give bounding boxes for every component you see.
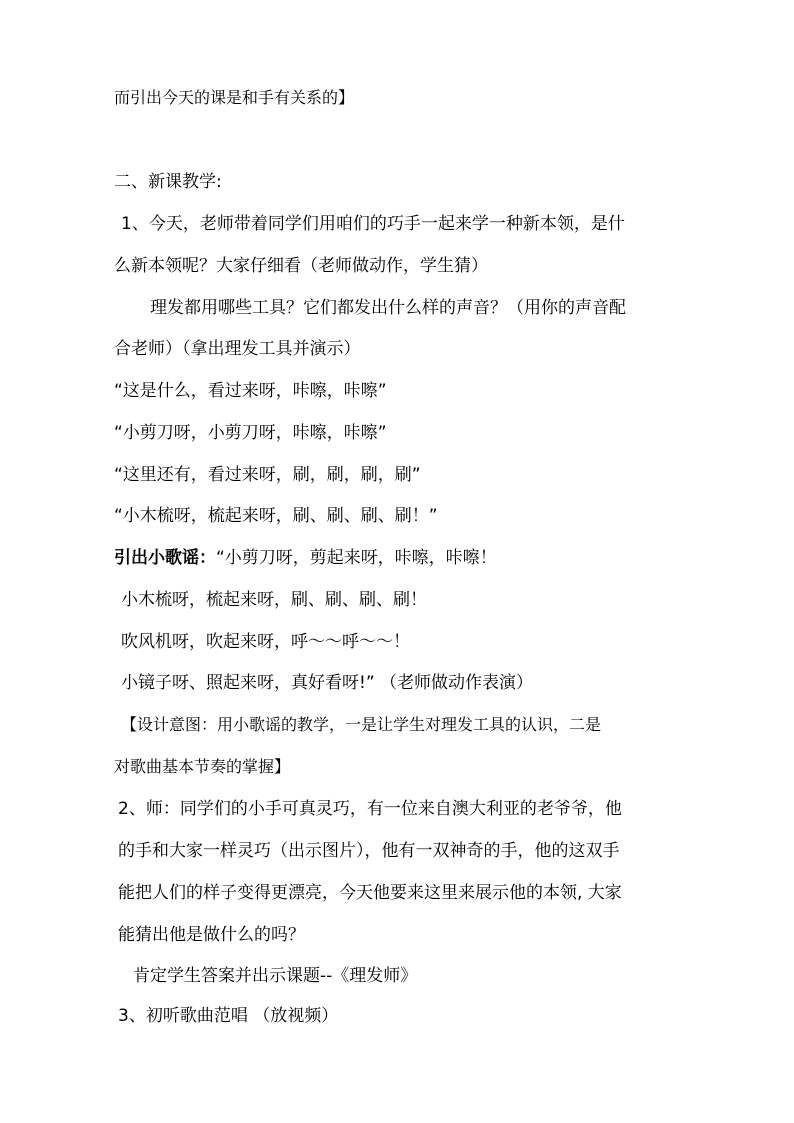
- lead-label: 引出小歌谣：: [114, 548, 216, 568]
- tools-question-line-1: 理发都用哪些工具？它们都发出什么样的声音？（用你的声音配: [150, 298, 626, 318]
- step-1-line-1: 1、今天，老师带着同学们用咱们的巧手一起来学一种新本领，是什: [121, 214, 625, 234]
- step-3-line: 3、初听歌曲范唱 （放视频）: [118, 1006, 339, 1026]
- step-2-line-4: 能猜出他是做什么的吗？: [118, 925, 305, 945]
- chant-line-1: “这是什么，看过来呀，咔嚓，咔嚓”: [114, 381, 387, 401]
- song-line-1: [114, 547, 497, 569]
- lesson-title-line: 肯定学生答案并出示课题--《理发师》: [133, 966, 418, 986]
- design-intent-line-1: 【设计意图：用小歌谣的教学，一是让学生对理发工具的认识，二是: [121, 715, 602, 734]
- intro-note-end: 而引出今天的课是和手有关系的】: [114, 88, 355, 107]
- chant-line-4: “小木梳呀，梳起来呀，刷、刷、刷、刷！”: [114, 506, 438, 526]
- song-line-4: 小镜子呀、照起来呀，真好看呀!” （老师做动作表演）: [121, 673, 534, 693]
- step-2-line-1: 2、师：同学们的小手可真灵巧，有一位来自澳大利亚的老爷爷，他: [118, 799, 622, 819]
- chant-line-3: “这里还有，看过来呀，刷，刷，刷，刷”: [114, 465, 421, 485]
- chant-line-2: “小剪刀呀，小剪刀呀，咔嚓，咔嚓”: [114, 423, 387, 443]
- song-line-3: 吹风机呀，吹起来呀，呼～～呼～～！: [121, 632, 410, 652]
- song-line-1-text: “小剪刀呀，剪起来呀，咔嚓，咔嚓！: [216, 548, 497, 568]
- tools-question-line-2: 合老师）（拿出理发工具并演示）: [114, 339, 361, 359]
- section-heading: 二、新课教学:: [114, 172, 222, 192]
- step-1-line-2: 么新本领呢？大家仔细看（老师做动作，学生猜）: [114, 256, 488, 276]
- step-2-line-3: 能把人们的样子变得更漂亮，今天他要来这里来展示他的本领, 大家: [118, 883, 622, 903]
- song-line-2: 小木梳呀，梳起来呀，刷、刷、刷、刷！: [121, 590, 427, 610]
- design-intent-line-2: 对歌曲基本节奏的掌握】: [114, 757, 291, 776]
- step-2-line-2: 的手和大家一样灵巧（出示图片），他有一双神奇的手，他的这双手: [118, 841, 620, 861]
